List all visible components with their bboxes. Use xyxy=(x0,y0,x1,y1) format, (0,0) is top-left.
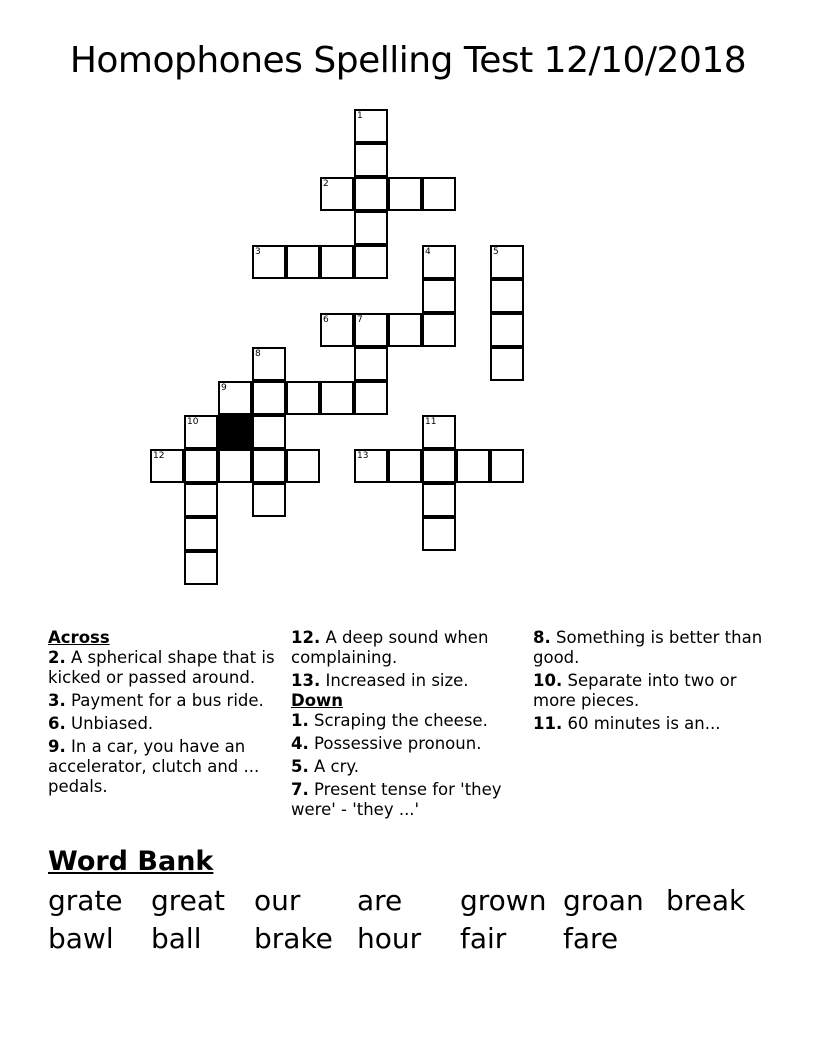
across-heading: Across xyxy=(48,628,110,647)
clue-down-10: 10. Separate into two or more pieces. xyxy=(533,671,737,710)
crossword-cell[interactable] xyxy=(388,177,422,211)
crossword-cell[interactable] xyxy=(354,449,388,483)
clue-down-1: 1. Scraping the cheese. xyxy=(291,711,488,730)
crossword-cell[interactable] xyxy=(388,449,422,483)
crossword-cell[interactable] xyxy=(490,347,524,381)
crossword-cell[interactable] xyxy=(252,381,286,415)
crossword-cell[interactable] xyxy=(354,143,388,177)
clue-number: 9 xyxy=(221,383,227,393)
word-bank-row xyxy=(48,882,769,920)
word-bank-word: hour xyxy=(357,922,422,955)
crossword-cell[interactable] xyxy=(354,211,388,245)
word-bank xyxy=(48,882,769,958)
crossword-cell[interactable] xyxy=(184,449,218,483)
clue-number: 11 xyxy=(425,417,437,427)
clue-across-9: 9. In a car, you have an accelerator, clutch and ... pedals. xyxy=(48,737,260,796)
crossword-cell[interactable] xyxy=(354,381,388,415)
crossword-cell[interactable] xyxy=(422,483,456,517)
crossword-cell[interactable] xyxy=(354,245,388,279)
clue-down-11: 11. 60 minutes is an... xyxy=(533,714,721,733)
crossword-cell[interactable] xyxy=(354,347,388,381)
word-bank-word: grown xyxy=(460,884,547,917)
crossword-cell[interactable] xyxy=(456,449,490,483)
crossword-cell[interactable] xyxy=(184,415,218,449)
page-title: Homophones Spelling Test 12/10/2018 xyxy=(69,40,747,81)
clues-column-3 xyxy=(533,628,773,737)
clue-down-5: 5. A cry. xyxy=(291,757,360,776)
crossword-cell[interactable] xyxy=(320,245,354,279)
crossword-cell[interactable] xyxy=(252,483,286,517)
clues-column-2 xyxy=(291,628,531,823)
clues-column-1 xyxy=(48,628,288,800)
crossword-cell[interactable] xyxy=(252,449,286,483)
crossword-cell[interactable] xyxy=(422,177,456,211)
clue-across-3: 3. Payment for a bus ride. xyxy=(48,691,264,710)
clue-across-6: 6. Unbiased. xyxy=(48,714,154,733)
crossword-cell[interactable] xyxy=(354,177,388,211)
crossword-cell[interactable] xyxy=(354,109,388,143)
crossword-cell[interactable] xyxy=(252,347,286,381)
word-bank-word: break xyxy=(666,884,746,917)
clue-number: 7 xyxy=(357,315,363,325)
word-bank-word: grate xyxy=(48,884,123,917)
clue-number: 4 xyxy=(425,247,431,257)
crossword-cell[interactable] xyxy=(490,313,524,347)
word-bank-word: bawl xyxy=(48,922,114,955)
crossword-cell[interactable] xyxy=(422,245,456,279)
crossword-cell[interactable] xyxy=(286,449,320,483)
word-bank-title: Word Bank xyxy=(48,846,214,877)
clue-number: 13 xyxy=(357,451,369,461)
crossword-cell[interactable] xyxy=(252,245,286,279)
word-bank-word: great xyxy=(151,884,226,917)
clue-across-13: 13. Increased in size. xyxy=(291,671,469,690)
crossword-cell[interactable] xyxy=(422,279,456,313)
down-heading: Down xyxy=(291,691,344,710)
crossword-cell[interactable] xyxy=(422,313,456,347)
crossword-cell[interactable] xyxy=(320,313,354,347)
crossword-cell[interactable] xyxy=(422,415,456,449)
crossword-cell[interactable] xyxy=(490,245,524,279)
clue-number: 6 xyxy=(323,315,329,325)
crossword-cell[interactable] xyxy=(286,381,320,415)
crossword-cell[interactable] xyxy=(150,449,184,483)
crossword-cell[interactable] xyxy=(422,449,456,483)
word-bank-word: our xyxy=(254,884,301,917)
clue-number: 5 xyxy=(493,247,499,257)
word-bank-word: ball xyxy=(151,922,202,955)
clue-number: 1 xyxy=(357,111,363,121)
word-bank-word: groan xyxy=(563,884,644,917)
clue-down-7: 7. Present tense for 'they were' - 'they ...' xyxy=(291,780,502,819)
crossword-cell[interactable] xyxy=(218,449,252,483)
word-bank-word: are xyxy=(357,884,403,917)
crossword-cell[interactable] xyxy=(354,313,388,347)
word-bank-word: brake xyxy=(254,922,333,955)
clue-number: 12 xyxy=(153,451,165,461)
word-bank-word: fair xyxy=(460,922,507,955)
clue-number: 2 xyxy=(323,179,329,189)
crossword-cell[interactable] xyxy=(286,245,320,279)
clue-down-4: 4. Possessive pronoun. xyxy=(291,734,482,753)
clue-across-2: 2. A spherical shape that is kicked or passed around. xyxy=(48,648,275,687)
word-bank-row xyxy=(48,920,769,958)
clue-down-8: 8. Something is better than good. xyxy=(533,628,763,667)
crossword-cell[interactable] xyxy=(422,517,456,551)
word-bank-word: fare xyxy=(563,922,619,955)
clue-number: 3 xyxy=(255,247,261,257)
crossword-cell[interactable] xyxy=(388,313,422,347)
clue-number: 10 xyxy=(187,417,199,427)
crossword-cell[interactable] xyxy=(490,449,524,483)
clue-number: 8 xyxy=(255,349,261,359)
crossword-cell[interactable] xyxy=(218,381,252,415)
crossword-cell[interactable] xyxy=(184,517,218,551)
crossword-cell[interactable] xyxy=(490,279,524,313)
crossword-cell[interactable] xyxy=(252,415,286,449)
clue-across-12: 12. A deep sound when complaining. xyxy=(291,628,489,667)
crossword-cell[interactable] xyxy=(320,177,354,211)
crossword-cell[interactable] xyxy=(320,381,354,415)
black-cell xyxy=(218,415,252,449)
crossword-cell[interactable] xyxy=(184,551,218,585)
crossword-cell[interactable] xyxy=(184,483,218,517)
